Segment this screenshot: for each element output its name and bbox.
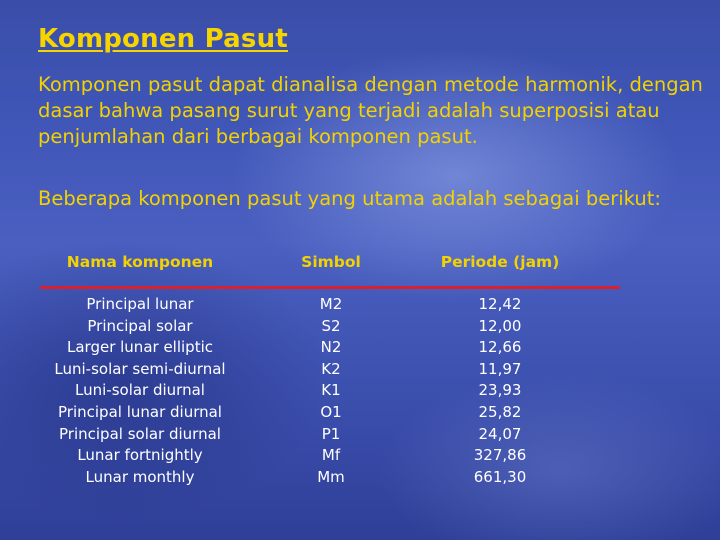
row-symbol: P1 <box>321 424 341 443</box>
row-period: 12,66 <box>478 338 522 357</box>
row-name: Principal lunar <box>86 295 194 313</box>
row-name: Larger lunar elliptic <box>67 338 213 357</box>
header-symbol: Simbol <box>301 253 361 271</box>
row-symbol: Mf <box>321 446 341 465</box>
intro-paragraph: Komponen pasut dapat dianalisa dengan metode harmonik, dengan dasar bahwa pasang surut yang terjadi adalah superposisi atau penjumlahan dari berbagai komponen pasut. <box>38 73 703 148</box>
row-name: Luni-solar diurnal <box>75 381 205 400</box>
row-symbol: Mm <box>317 467 345 486</box>
symbol-column <box>281 294 381 488</box>
row-period: 327,86 <box>473 446 527 465</box>
row-period: 11,97 <box>478 359 522 378</box>
row-period: 25,82 <box>478 402 522 421</box>
header-name: Nama komponen <box>66 253 214 271</box>
row-symbol: N2 <box>320 338 342 357</box>
name-column <box>40 294 240 488</box>
row-name: Lunar monthly <box>85 467 195 486</box>
row-period: 12,00 <box>478 316 522 335</box>
row-period: 24,07 <box>478 424 522 443</box>
period-column <box>440 294 560 488</box>
row-period: 23,93 <box>478 381 522 400</box>
header-divider <box>40 286 620 289</box>
row-name: Luni-solar semi-diurnal <box>54 359 226 378</box>
row-name: Principal solar diurnal <box>59 424 221 443</box>
slide-title: Komponen Pasut <box>38 24 288 54</box>
row-symbol: K1 <box>321 381 341 400</box>
header-period: Periode (jam) <box>440 253 560 271</box>
row-symbol: M2 <box>319 295 343 313</box>
row-symbol: S2 <box>321 316 341 335</box>
row-symbol: K2 <box>321 359 341 378</box>
row-name: Principal solar <box>87 316 193 335</box>
row-name: Lunar fortnightly <box>77 446 203 465</box>
row-symbol: O1 <box>320 402 342 421</box>
row-name: Principal lunar diurnal <box>58 402 222 421</box>
row-period: 12,42 <box>478 295 522 313</box>
row-period: 661,30 <box>473 467 527 486</box>
components-intro-paragraph: Beberapa komponen pasut yang utama adalah sebagai berikut: <box>38 187 661 210</box>
